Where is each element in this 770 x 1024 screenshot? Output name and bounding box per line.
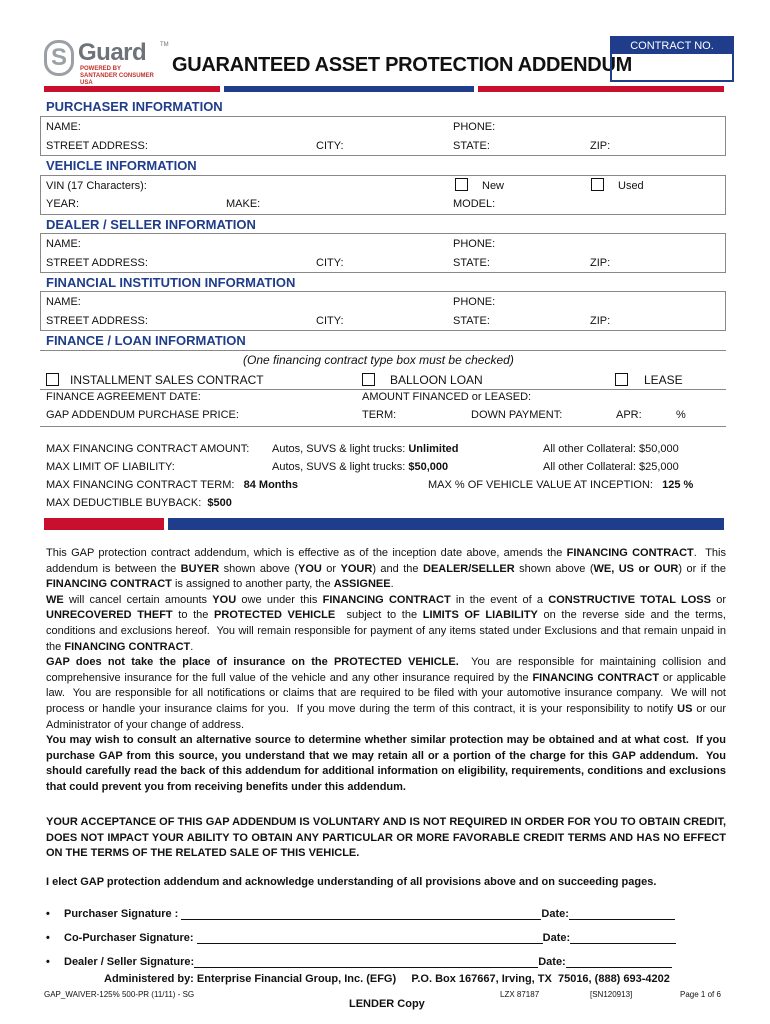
shield-s-icon: S	[44, 40, 74, 76]
copurchaser-date-label: Date:	[542, 932, 571, 944]
dealer-street-label[interactable]: STREET ADDRESS:	[46, 257, 148, 269]
vehicle-section-title: VEHICLE INFORMATION	[46, 158, 197, 173]
finance-bottom-rule	[40, 426, 726, 427]
logo-word: Guard	[78, 39, 147, 66]
elect-statement: I elect GAP protection addendum and acknowledge understanding of all provisions above and on succeeding pages.	[46, 876, 657, 888]
agreement-date-label[interactable]: FINANCE AGREEMENT DATE:	[46, 391, 201, 403]
lease-label: LEASE	[644, 373, 683, 387]
max-amount-label: MAX FINANCING CONTRACT AMOUNT:	[46, 443, 250, 455]
dealer-zip-label[interactable]: ZIP:	[590, 257, 611, 269]
logo-santander: SANTANDER CONSUMER USA	[80, 73, 154, 86]
dealer-state-label[interactable]: STATE:	[453, 257, 490, 269]
max-liability-value	[272, 461, 448, 473]
purchaser-section-title: PURCHASER INFORMATION	[46, 99, 223, 114]
purchaser-date-line[interactable]	[569, 909, 675, 920]
apr-label[interactable]: APR:	[616, 409, 642, 421]
max-term-value: 84 Months	[243, 479, 299, 491]
bullet-icon: •	[46, 956, 50, 968]
logo-powered-by: POWERED BY	[80, 66, 122, 72]
finance-rule-2	[40, 389, 726, 390]
copurchaser-signature-row[interactable]	[46, 932, 686, 944]
purchaser-zip-label[interactable]: ZIP:	[590, 140, 611, 152]
used-checkbox[interactable]	[591, 178, 604, 191]
copurchaser-date-line[interactable]	[570, 933, 676, 944]
dealer-city-label[interactable]: CITY:	[316, 257, 344, 269]
make-label[interactable]: MAKE:	[226, 198, 261, 210]
logo-subtitle	[80, 66, 164, 87]
lzx-code: LZX 87187	[500, 990, 540, 999]
purchaser-signature-line[interactable]	[181, 909, 541, 920]
apr-percent: %	[676, 409, 686, 421]
copurchaser-signature-label: Co-Purchaser Signature:	[64, 932, 194, 944]
deductible-value: $500	[207, 497, 232, 509]
institution-phone-label[interactable]: PHONE:	[453, 296, 496, 308]
purchaser-state-label[interactable]: STATE:	[453, 140, 490, 152]
used-label: Used	[618, 180, 644, 192]
vin-label[interactable]: VIN (17 Characters):	[46, 180, 147, 192]
finance-top-rule	[40, 350, 726, 351]
dealer-signature-row[interactable]	[46, 956, 686, 968]
new-label: New	[482, 180, 505, 192]
voluntary-notice: YOUR ACCEPTANCE OF THIS GAP ADDENDUM IS VOLUNTARY AND IS NOT REQUIRED IN ORDER FOR YOU TO OBTAIN CREDIT, DOES NOT IMPACT YOUR ABILITY TO OBTAIN ANY PARTICULAR OR MORE FAVORABLE CREDIT TERMS AND HAS NO EFFECT ON THE TERMS OF THE RELATED SALE OF THIS VEHICLE.	[46, 816, 726, 860]
dealer-signature-line[interactable]	[194, 957, 538, 968]
institution-zip-label[interactable]: ZIP:	[590, 315, 611, 327]
model-label[interactable]: MODEL:	[453, 198, 496, 210]
dealer-date-line[interactable]	[566, 957, 672, 968]
sn-code: [SN120913]	[590, 990, 633, 999]
max-term-label: MAX FINANCING CONTRACT TERM:	[46, 479, 235, 491]
dealer-date-label: Date:	[538, 956, 566, 968]
finance-note: (One financing contract type box must be checked)	[243, 353, 514, 367]
institution-state-label[interactable]: STATE:	[453, 315, 490, 327]
other-collateral-1: All other Collateral: $50,000	[543, 443, 679, 455]
amount-financed-label[interactable]: AMOUNT FINANCED or LEASED:	[362, 391, 532, 403]
new-checkbox[interactable]	[455, 178, 468, 191]
document-title: GUARANTEED ASSET PROTECTION ADDENDUM	[172, 54, 632, 76]
gap-disclosure-text: This GAP protection contract addendum, which is effective as of the inception date above, amends the FINANCING CONTRACT. This addendum is between the BUYER shown above (YOU or YOUR) and the DEALER/SELLER shown above (WE, US or OUR) or if the FINANCING CONTRACT is assigned to another party, the ASSIGNEE. WE will cancel certain amounts YOU owe under this FINANCING CONTRACT in the event of a CONSTRUCTIVE TOTAL LOSS or UNRECOVERED THEFT to the PROTECTED VEHICLE subject to the LIMITS OF LIABILITY on the reverse side and the terms, conditions and exclusions hereof. You will remain responsible for payment of any items stated under Exclusions and that remain unpaid in the FINANCING CONTRACT. GAP does not take the place of insurance on the PROTECTED VEHICLE. You are responsible for maintaining collision and comprehensive insurance for the full value of the vehicle and any other insurance required by the FINANCING CONTRACT or applicable law. You are responsible for all notifications or claims that are required to be filed with your automotive insurance company. We will not process or handle your insurance claims for you. If you move during the term of this contract, it is your responsibility to notify US or our Administrator of your change of address. You may wish to consult an alternative source to determine whether similar protection may be obtained and at what cost. If you purchase GAP from this source, you understand that we may retain all or a portion of the charge for this GAP addendum. You should carefully read the back of this addendum for additional information on eligibility, requirements, conditions and exclusions that could prevent you from receiving benefits under this addendum.	[46, 547, 727, 793]
guard-logo	[44, 39, 169, 86]
purchaser-street-label[interactable]: STREET ADDRESS:	[46, 140, 148, 152]
max-pct	[428, 479, 693, 491]
autos-liability-value: $50,000	[408, 461, 449, 473]
bullet-icon: •	[46, 908, 50, 920]
max-pct-value: 125 %	[662, 479, 694, 491]
form-id: GAP_WAIVER-125% 500-PR (11/11) - SG	[44, 990, 195, 999]
deductible	[46, 497, 232, 509]
down-payment-label[interactable]: DOWN PAYMENT:	[471, 409, 563, 421]
purchaser-signature-row[interactable]	[46, 908, 686, 920]
purchaser-name-label[interactable]: NAME:	[46, 121, 81, 133]
other-collateral-2: All other Collateral: $25,000	[543, 461, 679, 473]
installment-checkbox[interactable]	[46, 373, 59, 386]
purchaser-signature-label: Purchaser Signature :	[64, 908, 179, 920]
installment-label: INSTALLMENT SALES CONTRACT	[70, 373, 264, 387]
term-label[interactable]: TERM:	[362, 409, 397, 421]
copurchaser-signature-line[interactable]	[197, 933, 543, 944]
purchaser-date-label: Date:	[541, 908, 569, 920]
institution-city-label[interactable]: CITY:	[316, 315, 344, 327]
autos-label-2: Autos, SUVS & light trucks:	[272, 461, 406, 473]
max-term	[46, 479, 298, 491]
dealer-section-title: DEALER / SELLER INFORMATION	[46, 217, 256, 232]
logo-tm: TM	[160, 42, 169, 48]
max-amount-value	[272, 443, 458, 455]
deductible-label: MAX DEDUCTIBLE BUYBACK:	[46, 497, 202, 509]
finance-section-title: FINANCE / LOAN INFORMATION	[46, 333, 246, 348]
institution-name-label[interactable]: NAME:	[46, 296, 81, 308]
autos-label-1: Autos, SUVS & light trucks:	[272, 443, 406, 455]
balloon-label: BALLOON LOAN	[390, 373, 483, 387]
contract-number-label: CONTRACT NO.	[612, 38, 732, 54]
contract-number-box[interactable]	[610, 36, 734, 82]
year-label[interactable]: YEAR:	[46, 198, 80, 210]
purchase-price-label[interactable]: GAP ADDENDUM PURCHASE PRICE:	[46, 409, 239, 421]
lease-checkbox[interactable]	[615, 373, 628, 386]
copy-label: LENDER Copy	[349, 998, 425, 1010]
max-pct-label: MAX % OF VEHICLE VALUE AT INCEPTION:	[428, 479, 653, 491]
dealer-phone-label[interactable]: PHONE:	[453, 238, 496, 250]
institution-street-label[interactable]: STREET ADDRESS:	[46, 315, 148, 327]
autos-unlimited-value: Unlimited	[408, 443, 459, 455]
mid-divider	[44, 518, 724, 530]
dealer-name-label[interactable]: NAME:	[46, 238, 81, 250]
max-liability-label: MAX LIMIT OF LIABILITY:	[46, 461, 175, 473]
dealer-signature-label: Dealer / Seller Signature:	[64, 956, 195, 968]
page-number: Page 1 of 6	[680, 990, 721, 999]
bullet-icon: •	[46, 932, 50, 944]
balloon-checkbox[interactable]	[362, 373, 375, 386]
institution-section-title: FINANCIAL INSTITUTION INFORMATION	[46, 275, 296, 290]
purchaser-phone-label[interactable]: PHONE:	[453, 121, 496, 133]
purchaser-city-label[interactable]: CITY:	[316, 140, 344, 152]
administrator-line: Administered by: Enterprise Financial Group, Inc. (EFG) P.O. Box 167667, Irving, TX 75016, (888) 693-4202	[104, 973, 670, 985]
header-divider	[44, 86, 724, 92]
